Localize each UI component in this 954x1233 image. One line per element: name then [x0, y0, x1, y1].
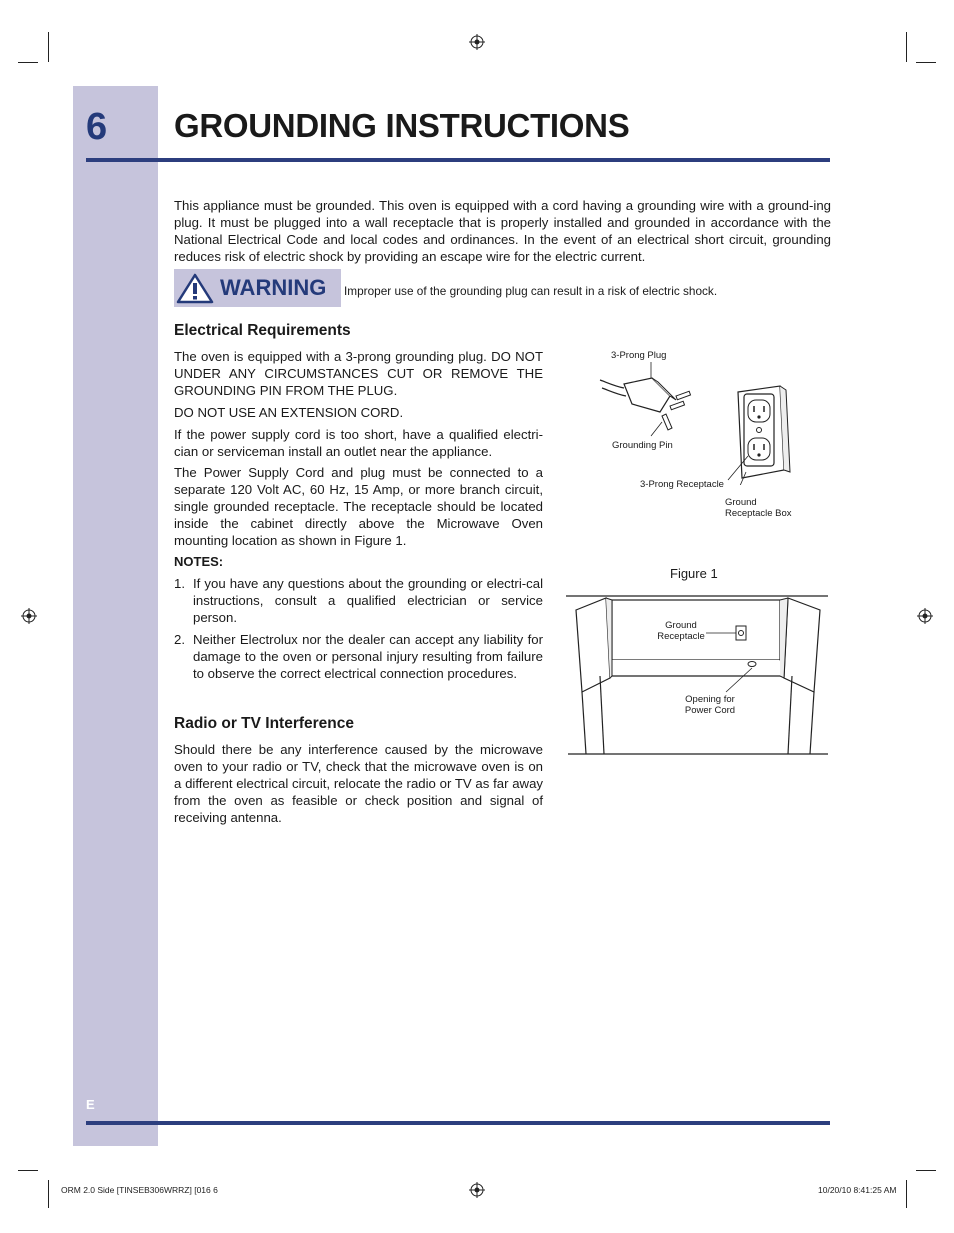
label-line: Receptacle Box — [725, 508, 792, 519]
electrical-paragraph: The oven is equipped with a 3-prong grounding plug. DO NOT UNDER ANY CIRCUMSTANCES CUT OR REMOVE THE GROUNDING PIN FROM THE PLUG. — [174, 349, 543, 398]
sidebar-band — [73, 86, 158, 1146]
crop-mark — [18, 62, 38, 63]
crop-mark — [18, 1170, 38, 1171]
label-line: Ground — [725, 497, 757, 508]
note-text: Neither Electrolux nor the dealer can accept any liability for damage to the oven or personal injury resulting from failure to observe the correct electrical connection procedures. — [193, 632, 543, 681]
label-grounding-pin: Grounding Pin — [612, 440, 673, 451]
label-line: Opening for — [685, 694, 735, 705]
note-number: 1. — [174, 576, 185, 591]
footer-rule — [86, 1121, 830, 1125]
warning-label: WARNING — [220, 275, 327, 300]
label-opening-power-cord — [676, 694, 744, 716]
label-line: Receptacle — [657, 631, 705, 642]
note-item — [174, 575, 543, 626]
footer-slug-right: 10/20/10 8:41:25 AM — [818, 1185, 897, 1195]
language-tab: E — [86, 1097, 95, 1112]
electrical-paragraph: If the power supply cord is too short, have a qualified electri-cian or serviceman install an outlet near the appliance. — [174, 427, 543, 459]
notes-heading: NOTES: — [174, 554, 224, 569]
plug-receptacle-illustration — [596, 360, 806, 485]
label-ground-receptacle — [651, 620, 711, 642]
crop-mark — [906, 32, 907, 62]
footer-slug-left: ORM 2.0 Side [TINSEB306WRRZ] [016 6 — [61, 1185, 218, 1195]
radio-paragraph: Should there be any interference caused by the microwave oven to your radio or TV, check that the microwave oven is on a different electrical circuit, relocate the radio or TV as far away from the oven as feasible or check position and signal of receiving antenna. — [174, 742, 543, 825]
label-3-prong-receptacle: 3-Prong Receptacle — [640, 479, 724, 490]
label-line: Ground — [665, 620, 697, 631]
figure-caption: Figure 1 — [670, 566, 718, 581]
electrical-paragraph: The Power Supply Cord and plug must be connected to a separate 120 Volt AC, 60 Hz, 15 Amp, or more branch circuit, single grounded receptacle. The receptacle should be located inside the cabinet directly above the Microwave Oven mounting location as shown in Figure 1. — [174, 465, 543, 548]
label-line: Power Cord — [684, 705, 736, 716]
page-number: 6 — [86, 106, 108, 148]
cabinet-illustration — [566, 592, 830, 758]
registration-mark-icon — [469, 1182, 485, 1198]
registration-mark-icon — [21, 608, 37, 624]
warning-badge — [174, 269, 341, 307]
crop-mark — [48, 1180, 49, 1208]
crop-mark — [906, 1180, 907, 1208]
crop-mark — [916, 62, 936, 63]
note-item — [174, 631, 543, 682]
warning-text: Improper use of the grounding plug can result in a risk of electric shock. — [344, 284, 718, 298]
electrical-paragraph: DO NOT USE AN EXTENSION CORD. — [174, 405, 404, 420]
section-heading-electrical: Electrical Requirements — [174, 322, 351, 339]
warning-triangle-icon — [174, 272, 216, 304]
label-ground-receptacle-box — [725, 497, 792, 519]
crop-mark — [48, 32, 49, 62]
page-title: GROUNDING INSTRUCTIONS — [174, 107, 630, 144]
crop-mark — [916, 1170, 936, 1171]
note-number: 2. — [174, 632, 185, 647]
note-text: If you have any questions about the grounding or electri-cal instructions, consult a qualified electrician or service person. — [193, 576, 543, 625]
registration-mark-icon — [469, 34, 485, 50]
header-rule — [86, 158, 830, 162]
registration-mark-icon — [917, 608, 933, 624]
label-3-prong-plug: 3-Prong Plug — [611, 350, 667, 361]
section-heading-radio: Radio or TV Interference — [174, 715, 355, 732]
intro-paragraph: This appliance must be grounded. This oven is equipped with a cord having a grounding wire with a ground-ing plug. It must be plugged into a wall receptacle that is properly installed and grounded in accordance with the National Electrical Code and local codes and ordinances. In the event of an electrical short circuit, grounding reduces risk of electric shock by providing an escape wire for the electric current. — [174, 198, 831, 264]
